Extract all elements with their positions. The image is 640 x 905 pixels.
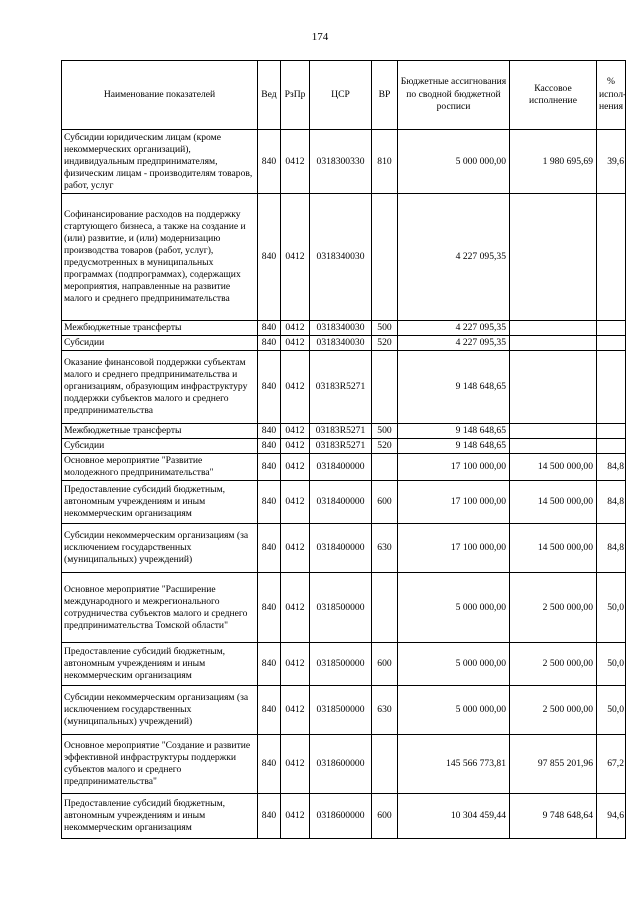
- cell-name: Субсидии юридическим лицам (кроме некоммерческих организаций), индивидуальным предпринимателям, физическим лицам - производителям товаров, работ, услуг: [62, 130, 258, 194]
- cell-csr: 0318500000: [310, 686, 372, 735]
- cell-rzpr: 0412: [281, 643, 310, 686]
- cell-cash: [510, 321, 597, 336]
- cell-ved: 840: [258, 439, 281, 454]
- table-body: [62, 130, 626, 839]
- cell-budget: 9 148 648,65: [398, 424, 510, 439]
- cell-csr: 03183R5271: [310, 424, 372, 439]
- cell-cash: 1 980 695,69: [510, 130, 597, 194]
- cell-percent: 39,6: [597, 130, 626, 194]
- cell-budget: 9 148 648,65: [398, 351, 510, 424]
- cell-cash: 14 500 000,00: [510, 454, 597, 481]
- cell-cash: 97 855 201,96: [510, 735, 597, 794]
- cell-ved: 840: [258, 351, 281, 424]
- cell-csr: 03183R5271: [310, 351, 372, 424]
- cell-percent: [597, 336, 626, 351]
- cell-rzpr: 0412: [281, 321, 310, 336]
- cell-percent: 50,0: [597, 643, 626, 686]
- header-budget: Бюджетные ассигнования по сводной бюджетной росписи: [398, 61, 510, 130]
- cell-percent: 84,8: [597, 454, 626, 481]
- cell-vr: 810: [372, 130, 398, 194]
- cell-ved: 840: [258, 481, 281, 524]
- cell-ved: 840: [258, 130, 281, 194]
- cell-rzpr: 0412: [281, 336, 310, 351]
- cell-ved: 840: [258, 336, 281, 351]
- budget-table: [61, 60, 626, 839]
- cell-csr: 0318500000: [310, 643, 372, 686]
- cell-budget: 17 100 000,00: [398, 481, 510, 524]
- cell-name: Софинансирование расходов на поддержку стартующего бизнеса, а также на создание и (или) развитие, и (или) модернизацию производства товаров (работ, услуг), предусмотренных в муниципальных программах (подпрограммах), содержащих мероприятия, направленные на развитие малого и среднего предпринимательства: [62, 194, 258, 321]
- cell-vr: [372, 573, 398, 643]
- cell-csr: 0318400000: [310, 454, 372, 481]
- header-row: [62, 61, 626, 130]
- cell-rzpr: 0412: [281, 573, 310, 643]
- cell-budget: 5 000 000,00: [398, 643, 510, 686]
- table-row: [62, 524, 626, 573]
- cell-percent: 50,0: [597, 686, 626, 735]
- cell-vr: 600: [372, 481, 398, 524]
- cell-name: Субсидии некоммерческим организациям (за исключением государственных (муниципальных) учреждений): [62, 686, 258, 735]
- cell-name: Предоставление субсидий бюджетным, автономным учреждениям и иным некоммерческим организациям: [62, 643, 258, 686]
- cell-ved: 840: [258, 424, 281, 439]
- cell-cash: [510, 351, 597, 424]
- cell-name: Основное мероприятие "Расширение международного и межрегионального сотрудничества субъектов малого и среднего предпринимательства Томской области": [62, 573, 258, 643]
- cell-ved: 840: [258, 573, 281, 643]
- cell-vr: 520: [372, 439, 398, 454]
- cell-rzpr: 0412: [281, 424, 310, 439]
- table-row: [62, 424, 626, 439]
- cell-rzpr: 0412: [281, 686, 310, 735]
- cell-ved: 840: [258, 194, 281, 321]
- cell-rzpr: 0412: [281, 735, 310, 794]
- table-row: [62, 573, 626, 643]
- cell-csr: 0318400000: [310, 524, 372, 573]
- cell-percent: 94,6: [597, 794, 626, 839]
- cell-percent: 50,0: [597, 573, 626, 643]
- cell-csr: 0318340030: [310, 336, 372, 351]
- cell-rzpr: 0412: [281, 481, 310, 524]
- cell-budget: 5 000 000,00: [398, 130, 510, 194]
- table-row: [62, 439, 626, 454]
- cell-budget: 5 000 000,00: [398, 573, 510, 643]
- cell-cash: 2 500 000,00: [510, 573, 597, 643]
- cell-cash: [510, 439, 597, 454]
- cell-rzpr: 0412: [281, 524, 310, 573]
- cell-name: Межбюджетные трансферты: [62, 424, 258, 439]
- cell-ved: 840: [258, 735, 281, 794]
- cell-cash: 9 748 648,64: [510, 794, 597, 839]
- cell-name: Предоставление субсидий бюджетным, автономным учреждениям и иным некоммерческим организациям: [62, 481, 258, 524]
- cell-csr: 0318600000: [310, 735, 372, 794]
- cell-vr: 600: [372, 794, 398, 839]
- header-cash: Кассовое исполнение: [510, 61, 597, 130]
- table-row: [62, 351, 626, 424]
- header-vr: ВР: [372, 61, 398, 130]
- table-row: [62, 481, 626, 524]
- cell-rzpr: 0412: [281, 351, 310, 424]
- cell-vr: [372, 735, 398, 794]
- table-row: [62, 686, 626, 735]
- cell-vr: 630: [372, 524, 398, 573]
- table-row: [62, 336, 626, 351]
- cell-csr: 0318340030: [310, 321, 372, 336]
- cell-percent: 67,2: [597, 735, 626, 794]
- cell-percent: [597, 439, 626, 454]
- cell-budget: 9 148 648,65: [398, 439, 510, 454]
- table-row: [62, 794, 626, 839]
- cell-csr: 0318400000: [310, 481, 372, 524]
- header-csr: ЦСР: [310, 61, 372, 130]
- cell-budget: 5 000 000,00: [398, 686, 510, 735]
- cell-percent: 84,8: [597, 481, 626, 524]
- cell-vr: 500: [372, 321, 398, 336]
- cell-csr: 0318300330: [310, 130, 372, 194]
- header-percent: % испол-нения: [597, 61, 626, 130]
- cell-percent: [597, 194, 626, 321]
- header-rzpr: РзПр: [281, 61, 310, 130]
- cell-cash: 2 500 000,00: [510, 686, 597, 735]
- cell-vr: 630: [372, 686, 398, 735]
- cell-ved: 840: [258, 686, 281, 735]
- cell-cash: [510, 336, 597, 351]
- cell-vr: [372, 351, 398, 424]
- table-row: [62, 194, 626, 321]
- cell-budget: 4 227 095,35: [398, 336, 510, 351]
- cell-percent: [597, 321, 626, 336]
- cell-name: Основное мероприятие "Развитие молодежного предпринимательства": [62, 454, 258, 481]
- cell-percent: [597, 424, 626, 439]
- header-name: Наименование показателей: [62, 61, 258, 130]
- cell-name: Субсидии: [62, 439, 258, 454]
- cell-budget: 4 227 095,35: [398, 194, 510, 321]
- cell-csr: 0318600000: [310, 794, 372, 839]
- cell-rzpr: 0412: [281, 130, 310, 194]
- cell-ved: 840: [258, 794, 281, 839]
- page-number: 174: [311, 31, 329, 43]
- table-row: [62, 735, 626, 794]
- cell-vr: [372, 454, 398, 481]
- cell-name: Субсидии некоммерческим организациям (за исключением государственных (муниципальных) учреждений): [62, 524, 258, 573]
- cell-ved: 840: [258, 321, 281, 336]
- cell-budget: 145 566 773,81: [398, 735, 510, 794]
- cell-budget: 4 227 095,35: [398, 321, 510, 336]
- cell-percent: [597, 351, 626, 424]
- cell-rzpr: 0412: [281, 194, 310, 321]
- cell-percent: 84,8: [597, 524, 626, 573]
- table-row: [62, 321, 626, 336]
- cell-rzpr: 0412: [281, 794, 310, 839]
- cell-cash: [510, 194, 597, 321]
- cell-cash: 2 500 000,00: [510, 643, 597, 686]
- cell-budget: 10 304 459,44: [398, 794, 510, 839]
- cell-name: Оказание финансовой поддержки субъектам малого и среднего предпринимательства и организациям, образующим инфраструктуру поддержки субъектов малого и среднего предпринимательства: [62, 351, 258, 424]
- cell-rzpr: 0412: [281, 454, 310, 481]
- cell-cash: 14 500 000,00: [510, 481, 597, 524]
- header-ved: Вед: [258, 61, 281, 130]
- cell-vr: 600: [372, 643, 398, 686]
- cell-ved: 840: [258, 643, 281, 686]
- cell-vr: 520: [372, 336, 398, 351]
- cell-budget: 17 100 000,00: [398, 524, 510, 573]
- cell-cash: 14 500 000,00: [510, 524, 597, 573]
- cell-name: Основное мероприятие "Создание и развитие эффективной инфраструктуры поддержки субъектов малого и среднего предпринимательства": [62, 735, 258, 794]
- cell-ved: 840: [258, 524, 281, 573]
- cell-csr: 03183R5271: [310, 439, 372, 454]
- cell-name: Межбюджетные трансферты: [62, 321, 258, 336]
- cell-cash: [510, 424, 597, 439]
- table-row: [62, 130, 626, 194]
- cell-ved: 840: [258, 454, 281, 481]
- cell-csr: 0318340030: [310, 194, 372, 321]
- cell-budget: 17 100 000,00: [398, 454, 510, 481]
- cell-vr: [372, 194, 398, 321]
- table-row: [62, 454, 626, 481]
- cell-name: Субсидии: [62, 336, 258, 351]
- table-row: [62, 643, 626, 686]
- cell-name: Предоставление субсидий бюджетным, автономным учреждениям и иным некоммерческим организациям: [62, 794, 258, 839]
- cell-vr: 500: [372, 424, 398, 439]
- cell-rzpr: 0412: [281, 439, 310, 454]
- cell-csr: 0318500000: [310, 573, 372, 643]
